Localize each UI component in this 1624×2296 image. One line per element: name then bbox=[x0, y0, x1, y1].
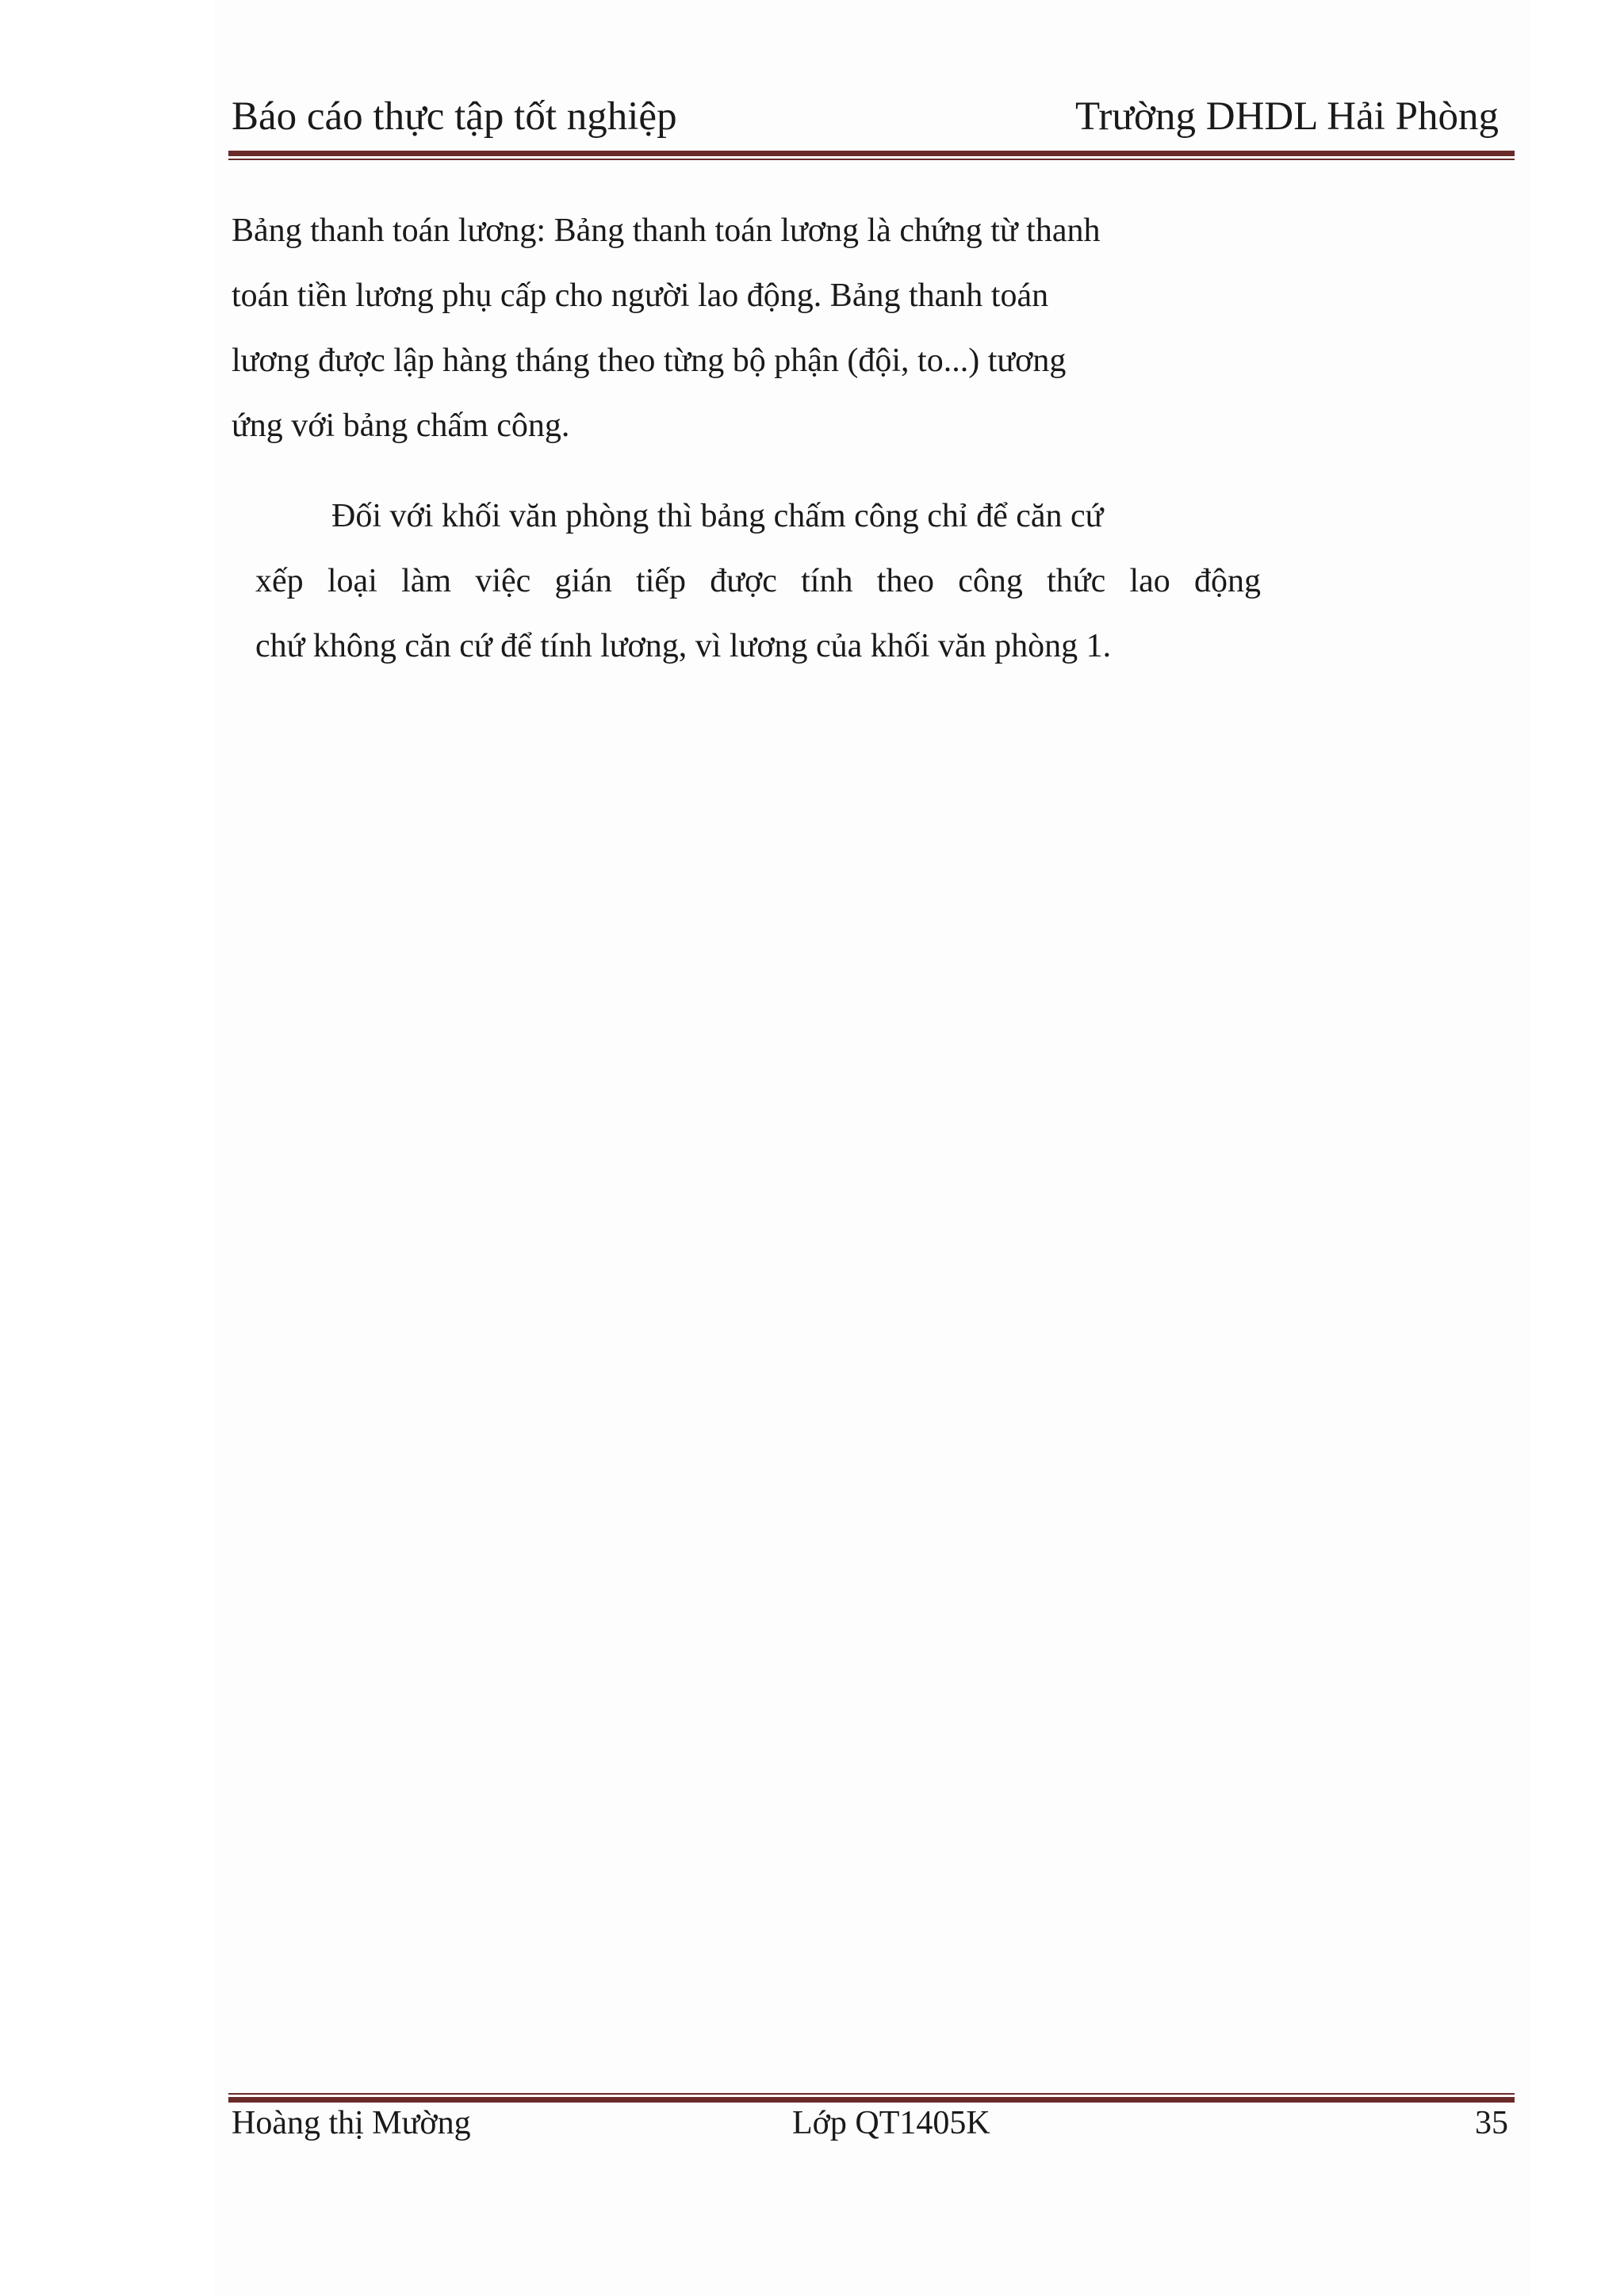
header-school-name: Trường DHDL Hải Phòng bbox=[1075, 94, 1499, 139]
footer-class: Lớp QT1405K bbox=[792, 2105, 990, 2141]
paragraph-office-block bbox=[255, 484, 1261, 679]
paragraph-line: xếp loại làm việc gián tiếp được tính theo công thức lao động bbox=[255, 563, 1261, 599]
header-report-title: Báo cáo thực tập tốt nghiệp bbox=[232, 94, 677, 139]
footer-rule bbox=[228, 2093, 1515, 2103]
paragraph-line: toán tiền lương phụ cấp cho người lao động. Bảng thanh toán bbox=[232, 277, 1049, 314]
paragraph-payroll-sheet bbox=[232, 198, 1262, 458]
header-rule bbox=[228, 151, 1515, 160]
paragraph-line: chứ không căn cứ để tính lương, vì lương của khối văn phòng 1. bbox=[255, 628, 1112, 664]
page-footer bbox=[232, 2104, 1508, 2152]
footer-author: Hoàng thị Mường bbox=[232, 2105, 471, 2141]
paragraph-line: ứng với bảng chấm công. bbox=[232, 408, 570, 444]
page-header bbox=[232, 94, 1499, 149]
paragraph-line: lương được lập hàng tháng theo từng bộ phận (đội, to...) tương bbox=[232, 342, 1067, 379]
page-number: 35 bbox=[1475, 2105, 1508, 2141]
paragraph-line: Đối với khối văn phòng thì bảng chấm công chỉ để căn cứ bbox=[331, 498, 1104, 534]
paragraph-line: Bảng thanh toán lương: Bảng thanh toán lương là chứng từ thanh bbox=[232, 212, 1101, 249]
